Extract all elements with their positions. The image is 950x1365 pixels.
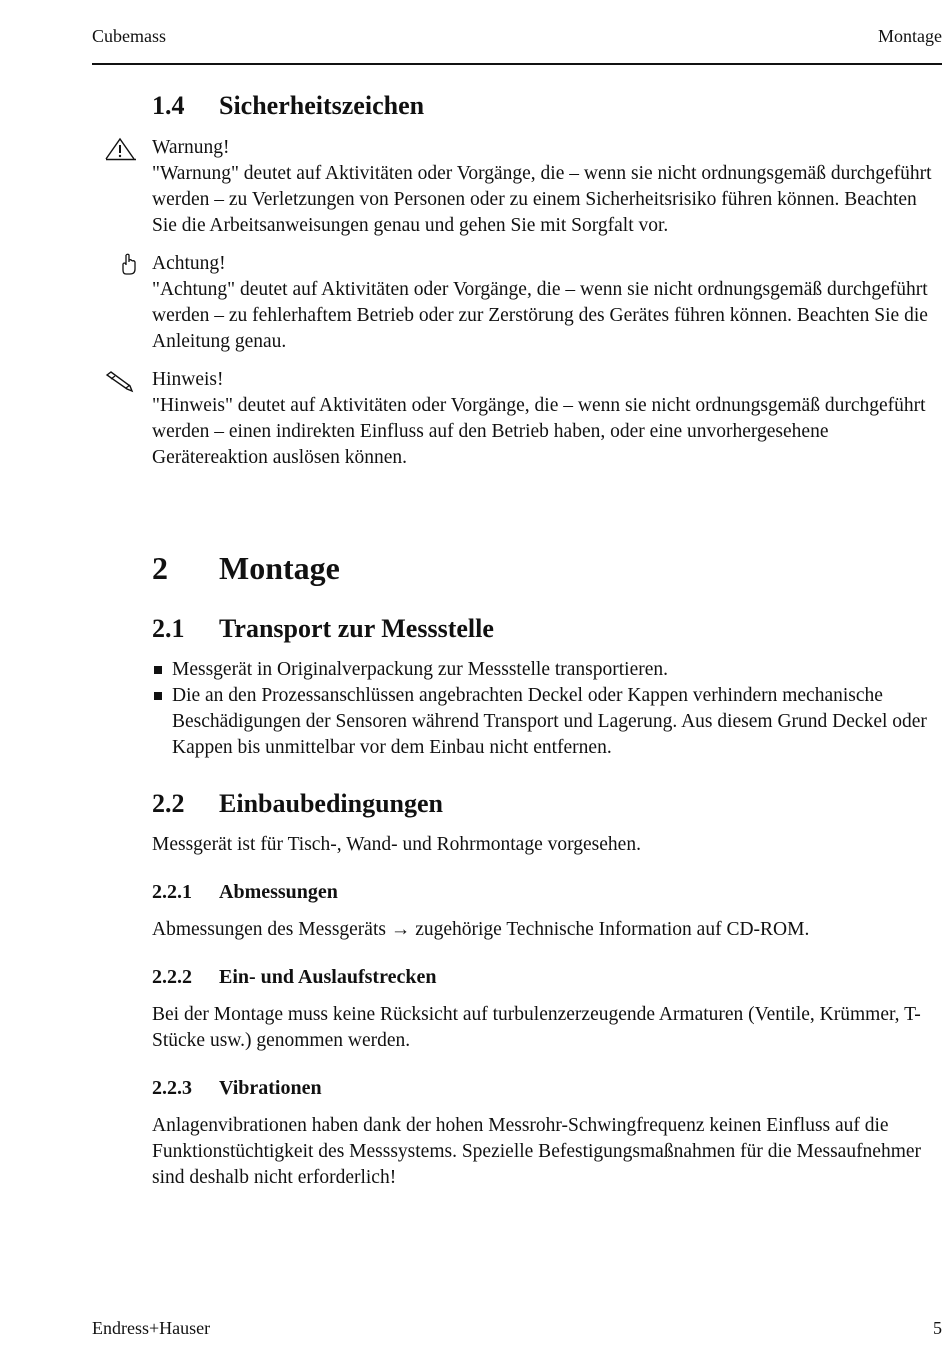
- notice-warning-text: "Warnung" deutet auf Aktivitäten oder Vorgänge, die – wenn sie nicht ordnungsgemäß durchgeführt werden – zu Verletzungen von Personen oder zu einem Sicherheitsrisiko führen können. Beachten Sie die Arbeitsanweisungen genau und gehen Sie mit Sorgfalt vor.: [152, 163, 932, 236]
- notice-warning-title: Warnung!: [152, 137, 230, 158]
- notice-caution-text: "Achtung" deutet auf Aktivitäten oder Vorgänge, die – wenn sie nicht ordnungsgemäß durchgeführt werden – zu fehlerhaftem Betrieb oder zur Zerstörung des Gerätes führen können. Beachten Sie die Anleitung genau.: [152, 279, 928, 352]
- notice-caution-title: Achtung!: [152, 253, 226, 274]
- bullet-square-icon: [154, 666, 162, 674]
- section-title: Einbaubedingungen: [219, 789, 444, 818]
- section-title: Ein- und Auslaufstrecken: [219, 966, 437, 988]
- section-number: 2.2.1: [152, 881, 192, 903]
- section-2-2-3-text: Anlagenvibrationen haben dank der hohen Messrohr-Schwingfrequenz keinen Einfluss auf die Funktionstüchtigkeit des Messsystems. Spezielle Befestigungsmaßnahmen für die Messaufnehmer sind deshalb nicht erforderlich!: [152, 1115, 922, 1188]
- list-item: [152, 657, 942, 683]
- header-chapter-name: Montage: [878, 26, 942, 46]
- page-header: [92, 26, 942, 52]
- section-title: Vibrationen: [219, 1077, 322, 1099]
- list-item: [152, 683, 942, 761]
- section-2-2-text: Messgerät ist für Tisch-, Wand- und Rohrmontage vorgesehen.: [152, 834, 641, 855]
- pointing-hand-icon: [118, 253, 152, 279]
- section-title: Sicherheitszeichen: [219, 91, 425, 120]
- chapter-number: 2: [152, 550, 168, 586]
- section-2-2-1-text: Abmessungen des Messgeräts → zugehörige Technische Information auf CD-ROM.: [152, 919, 810, 940]
- section-2-2-2-text: Bei der Montage muss keine Rücksicht auf turbulenzerzeugende Armaturen (Ventile, Krümmer, T-Stücke usw.) genommen werden.: [152, 1004, 921, 1051]
- header-product-name: Cubemass: [92, 26, 166, 46]
- footer-company-name: Endress+Hauser: [92, 1318, 211, 1338]
- list-item-text: Messgerät in Originalverpackung zur Messstelle transportieren.: [172, 659, 669, 680]
- section-title: Abmessungen: [219, 881, 338, 903]
- pencil-icon: [104, 369, 138, 395]
- section-title: Transport zur Messstelle: [219, 614, 494, 643]
- section-number: 2.2: [152, 789, 185, 818]
- notice-hint-title: Hinweis!: [152, 369, 224, 390]
- list-item-text: Die an den Prozessanschlüssen angebrachten Deckel oder Kappen verhindern mechanische Beschädigungen der Sensoren während Transport und Lagerung. Aus diesem Grund Deckel oder Kappen bis unmittelbar vor dem Einbau nicht entfernen.: [172, 685, 927, 758]
- section-number: 2.2.3: [152, 1077, 192, 1099]
- page-number: 5: [933, 1318, 942, 1338]
- chapter-title: Montage: [219, 550, 340, 586]
- transport-bullet-list: [152, 657, 942, 761]
- section-number: 2.2.2: [152, 966, 192, 988]
- header-rule: [92, 63, 942, 65]
- section-number: 1.4: [152, 91, 185, 120]
- page-footer: [92, 1318, 942, 1344]
- bullet-square-icon: [154, 692, 162, 700]
- warning-triangle-icon: [104, 136, 138, 162]
- section-number: 2.1: [152, 614, 185, 643]
- notice-hint-text: "Hinweis" deutet auf Aktivitäten oder Vorgänge, die – wenn sie nicht ordnungsgemäß durchgeführt werden – einen indirekten Einfluss auf den Betrieb haben, oder eine unvorhergesehene Gerätereaktion auslösen können.: [152, 395, 926, 468]
